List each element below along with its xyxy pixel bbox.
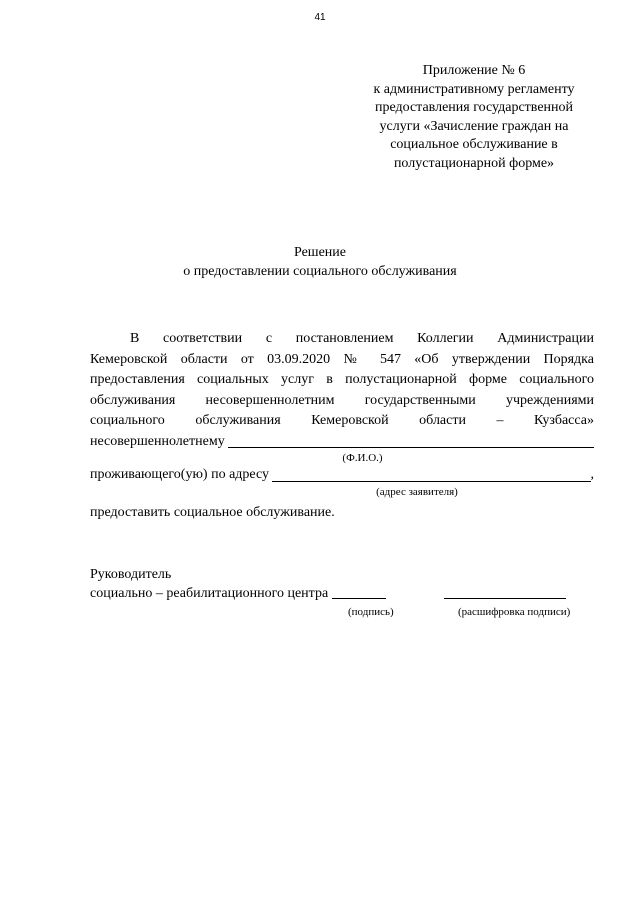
signature-block xyxy=(90,565,594,617)
appendix-header xyxy=(356,62,592,173)
signer-title: Руководитель xyxy=(90,567,172,582)
decision-body xyxy=(90,329,594,523)
signer-organization: социально – реабилитационного центра xyxy=(90,586,329,601)
minor-name-row xyxy=(90,432,594,453)
appendix-line: полустационарной форме» xyxy=(393,155,555,171)
address-caption: (адрес заявителя) xyxy=(376,485,458,498)
signature-captions xyxy=(90,603,594,617)
body-line: обслуживания несовершеннолетним государственными учреждениями xyxy=(90,392,594,408)
body-line: В соответствии с постановлением Коллегии Администрации xyxy=(130,331,594,346)
signature-field-line[interactable] xyxy=(332,584,386,599)
body-line: социального обслуживания Кемеровской области – Кузбасса» xyxy=(90,413,594,428)
title-subline: о предоставлении социального обслуживания xyxy=(183,264,457,279)
appendix-line: предоставления государственной xyxy=(374,100,574,115)
body-line: предоставления социальных услуг в полустационарной форме социального xyxy=(90,372,594,387)
fio-field-line[interactable] xyxy=(228,433,594,448)
closing-text: предоставить социальное обслуживание. xyxy=(90,504,335,520)
signature-decode-field-line[interactable] xyxy=(444,584,566,599)
signature-decode-caption: (расшифровка подписи) xyxy=(458,606,571,618)
appendix-line: социальное обслуживание в xyxy=(390,137,558,152)
body-line: Кемеровской области от 03.09.2020 № 547 «Об утверждении Порядка xyxy=(90,351,594,367)
minor-label: несовершеннолетнему xyxy=(90,433,225,449)
page-number: 41 xyxy=(314,12,326,23)
address-label: проживающего(ую) по адресу xyxy=(90,467,269,482)
signature-row xyxy=(90,584,594,603)
address-row xyxy=(90,465,594,486)
signature-caption: (подпись) xyxy=(348,606,394,618)
title-line: Решение xyxy=(293,245,346,260)
appendix-line: Приложение № 6 xyxy=(422,63,526,78)
address-comma: , xyxy=(590,467,594,482)
address-field-line[interactable] xyxy=(272,467,591,482)
fio-caption: (Ф.И.О.) xyxy=(342,452,383,464)
appendix-line: к административному регламенту xyxy=(373,81,575,97)
appendix-line: услуги «Зачисление граждан на xyxy=(379,118,569,134)
document-title xyxy=(0,243,640,281)
